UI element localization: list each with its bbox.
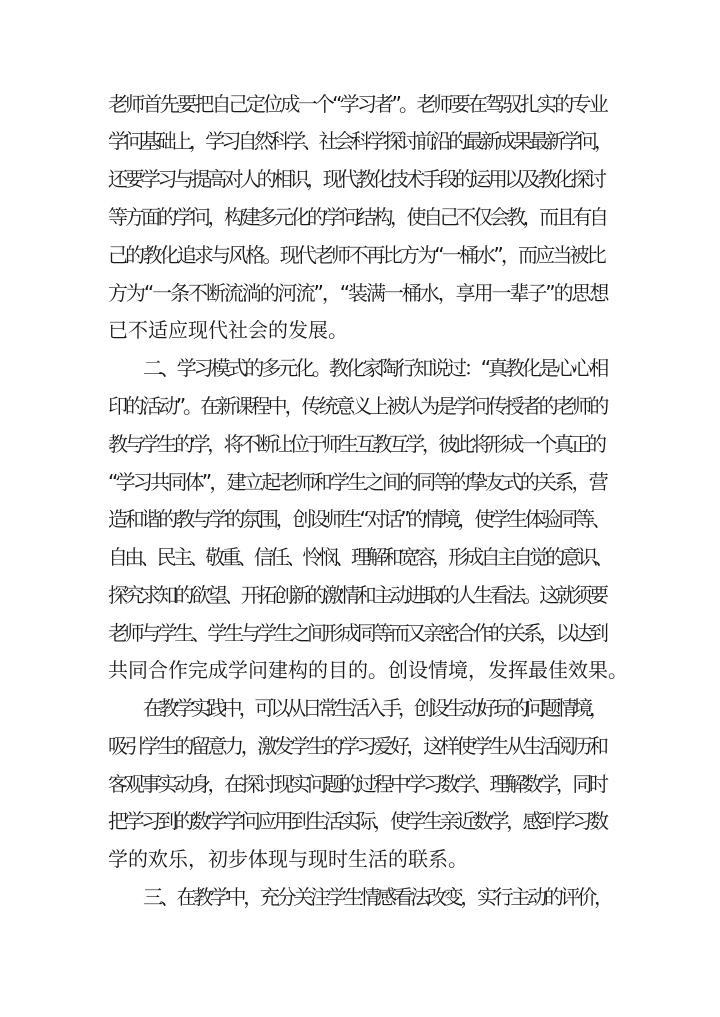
text-line: 造和谐的教与学的氛围，创设师生“对话”的情境，使学生体验同等、 [108,507,609,531]
text-line: 客观事实动身，在探讨现实问题的过程中学习数学、理解数学，同时 [108,772,606,796]
text-line: 探究求知的欲望、开拓创新的激情和主动进取的人生看法。这就须要 [108,583,606,607]
text-line: 三、在教学中，充分关注学生情感看法改变，实行主动的评价， [143,885,611,909]
text-line: 已不适应现代社会的发展。 [108,318,348,342]
text-line: 在教学实践中，可以从日常生活入手，创设生动好玩的问题情境， [143,696,605,720]
text-line: 老师与学生、学生与学生之间形成同等而又亲密合作的关系，以达到 [108,621,606,645]
text-line: 自由、民主、敬重、信任、怜悯、理解和宽容，形成自主自觉的意识、 [108,545,611,569]
text-line: 印的活动”。在新课程中，传统意义上被认为是学问传授者的老师的 [108,394,607,418]
text-line: 还要学习与提高对人的相识，现代教化技术手段的运用以及教化探讨 [108,167,604,191]
text-line: “学习共同体”，建立起老师和学生之间的同等的挚友式的关系，营 [108,470,606,494]
text-line: 学问基础上，学习自然科学、社会科学探讨前沿的最新成果最新学问， [108,129,611,153]
text-line: 把学习到的数学学问应用到生活实际，使学生亲近数学，感到学习数 [108,809,606,833]
text-line: 己的教化追求与风格。现代老师不再比方为“一桶水”，而应当被比 [108,243,604,267]
text-line: 等方面的学问，构建多元化的学问结构，使自己不仅会教，而且有自 [108,205,606,229]
text-line: 老师首先要把自己定位成一个“学习者”。老师要在驾驭扎实的专业 [108,92,606,116]
text-line: 共同合作完成学问建构的目的。创设情境，发挥最佳效果。 [108,658,628,682]
text-line: 方为“一条不断流淌的河流”，“装满一桶水，享用一辈子”的思想 [108,281,608,305]
text-line: 二、学习模式的多元化。教化家陶行知说过：“真教化是心心相 [143,356,607,380]
text-line: 学的欢乐，初步体现与现时生活的联系。 [108,847,468,871]
text-line: 教与学生的学，将不断让位于师生互教互学，彼此将形成一个真正的 [108,432,604,456]
text-line: 吸引学生的留意力，激发学生的学习爱好，这样使学生从生活阅历和 [108,734,606,758]
